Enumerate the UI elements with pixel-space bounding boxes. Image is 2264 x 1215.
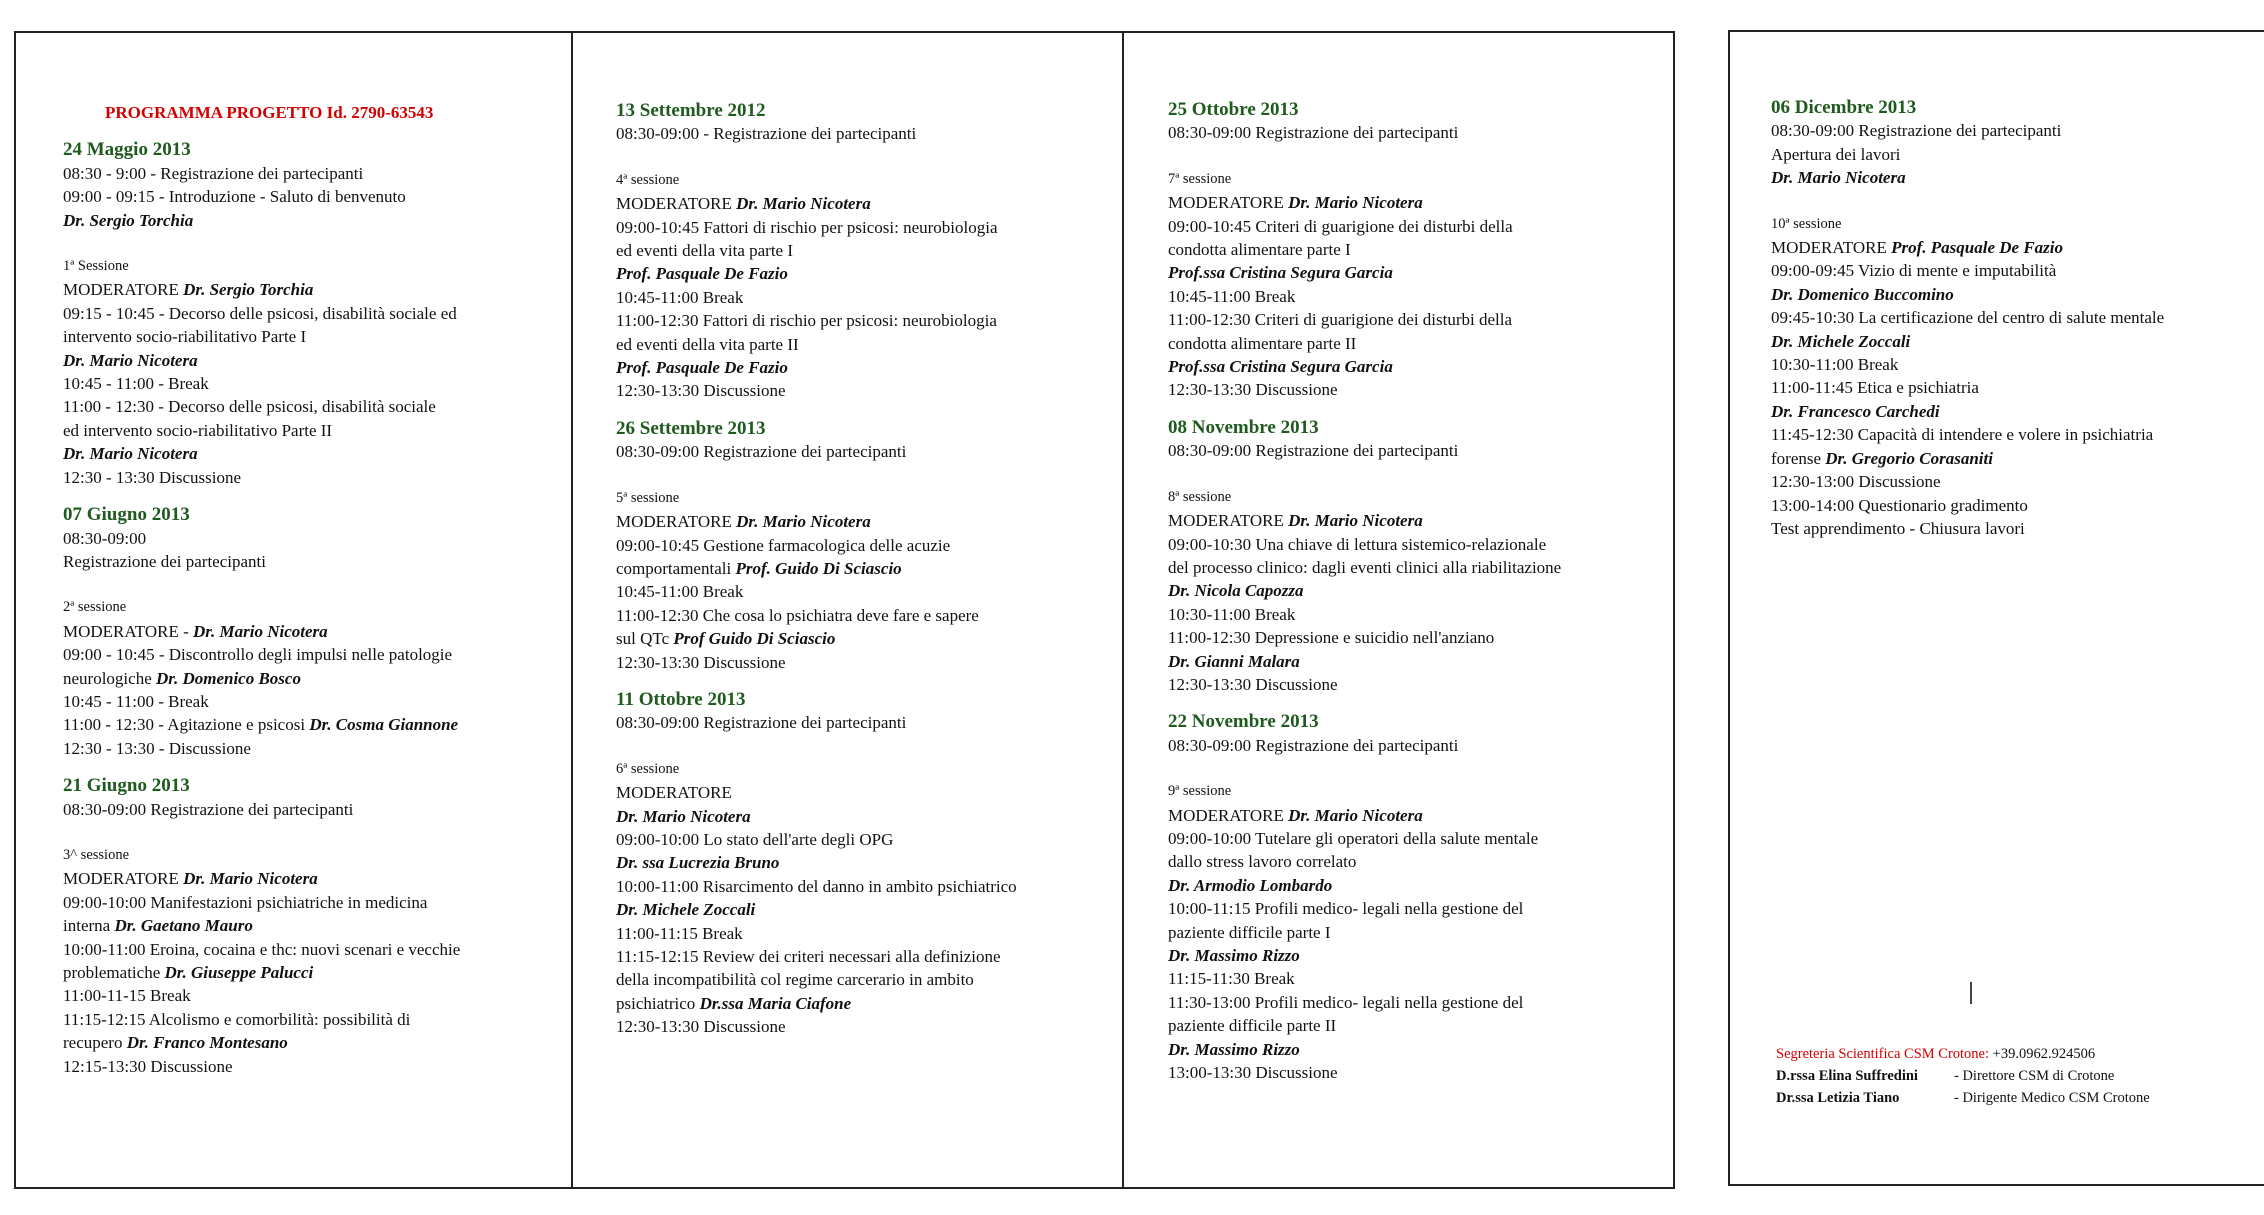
text-line: 10:45-11:00 Break [1168,286,1296,306]
text-line: 12:30-13:30 Discussione [616,1017,786,1037]
speaker: Dr. Mario Nicotera [63,350,198,370]
date-heading: 22 Novembre 2013 [1168,711,1319,733]
session-label: 9ª sessione [1168,783,1232,800]
session-label: 2ª sessione [63,599,127,616]
text-line: 09:00-10:45 Gestione farmacologica delle acuzie [616,535,951,555]
text-line: Apertura dei lavori [1771,144,1901,164]
text-line: 10:45 - 11:00 - Break [63,374,209,394]
text-line: del processo clinico: dagli eventi clinici alla riabilitazione [1168,557,1562,577]
moderator-line: MODERATORE Dr. Mario Nicotera [616,512,871,532]
text-line: 12:30-13:30 Discussione [1168,674,1338,694]
text-line: comportamentali Prof. Guido Di Sciascio [616,558,902,578]
column-3 [1168,98,1561,1084]
speaker: Dr. Massimo Rizzo [1168,1039,1300,1059]
text-line: 08:30-09:00 Registrazione dei partecipanti [63,799,354,819]
moderator-line: MODERATORE Dr. Mario Nicotera [1168,193,1423,213]
speaker: Dr. Massimo Rizzo [1168,946,1300,965]
speaker: Dr. Mario Nicotera [616,806,751,826]
text-line: 08:30-09:00 Registrazione dei partecipanti [1168,123,1459,143]
date-heading: 25 Ottobre 2013 [1168,99,1299,120]
text-line: 11:00-11-15 Break [63,986,191,1006]
text-line: 12:30-13:00 Discussione [1771,472,1941,492]
text-line: 08:30-09:00 Registrazione dei partecipanti [1168,441,1459,461]
speaker: Dr. Domenico Buccomino [1771,284,1954,304]
text-line: 11:45-12:30 Capacità di intendere e volere in psichiatria [1771,425,2154,445]
session-label: 1ª Sessione [63,258,129,275]
contact-row: D.rssa Elina Suffredini - Direttore CSM di Crotone [1776,1068,2115,1084]
text-line: 11:15-12:15 Review dei criteri necessari alla definizione [616,947,1001,966]
text-line: 09:00-10:00 Lo stato dell'arte degli OPG [616,829,894,849]
text-line: condotta alimentare parte I [1168,240,1351,260]
text-line: 09:00-10:30 Una chiave di lettura sistemico-relazionale [1168,534,1547,554]
moderator-line: MODERATORE Dr. Mario Nicotera [1168,511,1423,531]
text-line: 11:00-12:30 Depressione e suicidio nell'anziano [1168,628,1495,648]
text-line: 10:00-11:15 Profili medico- legali nella gestione del [1168,899,1524,919]
text-line: 09:00-10:45 Criteri di guarigione dei disturbi della [1168,216,1513,236]
text-line: forense Dr. Gregorio Corasaniti [1771,448,1993,468]
text-line: 09:00-10:00 Tutelare gli operatori della salute mentale [1168,828,1539,848]
column-2 [616,99,1017,1039]
text-line: condotta alimentare parte II [1168,333,1357,353]
session-label: 3^ sessione [63,846,130,863]
speaker: Prof. Pasquale De Fazio [616,264,788,284]
text-line: 09:00 - 09:15 - Introduzione - Saluto di benvenuto [63,187,406,207]
date-heading: 13 Settembre 2012 [616,100,766,121]
moderator-line: MODERATORE Dr. Sergio Torchia [63,280,314,300]
text-line: 09:00 - 10:45 - Discontrollo degli impulsi nelle patologie [63,645,453,665]
secretariat-line: Segreteria Scientifica CSM Crotone: +39.0962.924506 [1776,1046,2096,1062]
text-line: neurologiche Dr. Domenico Bosco [63,668,301,688]
stray-mark [1970,982,1972,1004]
text-line: 08:30-09:00 [63,528,147,548]
session-label: 6ª sessione [616,760,680,777]
text-line: Test apprendimento - Chiusura lavori [1771,518,2025,538]
contact-row: Dr.ssa Letizia Tiano - Dirigente Medico CSM Crotone [1776,1090,2150,1106]
text-line: della incompatibilità col regime carcerario in ambito [616,970,974,990]
text-line: 10:45-11:00 Break [616,582,744,602]
text-line: problematiche Dr. Giuseppe Palucci [63,963,314,982]
text-line: 12:15-13:30 Discussione [63,1056,233,1076]
speaker: Dr. Nicola Capozza [1168,581,1304,601]
text-line: 08:30-09:00 Registrazione dei partecipanti [1771,121,2062,141]
text-line: 10:30-11:00 Break [1771,355,1899,375]
text-line: 11:00-11:45 Etica e psichiatria [1771,378,1979,398]
text-line: 12:30 - 13:30 Discussione [63,467,242,487]
text-line: 12:30-13:30 Discussione [616,381,786,401]
moderator-line: MODERATORE [616,783,732,803]
text-line: ed eventi della vita parte I [616,241,793,261]
text-line: 09:15 - 10:45 - Decorso delle psicosi, disabilità sociale ed [63,303,457,323]
session-label: 8ª sessione [1168,488,1232,505]
column-4 [1771,96,2164,540]
text-line: paziente difficile parte II [1168,1016,1337,1036]
program-title: PROGRAMMA PROGETTO Id. 2790-63543 [105,103,434,122]
text-line: 11:00 - 12:30 - Agitazione e psicosi Dr. Cosma Giannone [63,715,459,735]
speaker: Dr. Sergio Torchia [63,210,194,230]
text-line: 08:30-09:00 - Registrazione dei partecipanti [616,124,917,144]
text-line: 08:30-09:00 Registrazione dei partecipanti [1168,735,1459,755]
session-label: 10ª sessione [1771,215,1842,232]
speaker: Prof.ssa Cristina Segura Garcia [1168,263,1393,283]
text-line: 08:30 - 9:00 - Registrazione dei partecipanti [63,163,364,183]
text-line: 09:00-10:45 Fattori di rischio per psicosi: neurobiologia [616,217,998,237]
moderator-line: MODERATORE Dr. Mario Nicotera [63,869,318,889]
text-line: 11:15-12:15 Alcolismo e comorbilità: possibilità di [63,1009,411,1029]
text-line: 11:00-12:30 Fattori di rischio per psicosi: neurobiologia [616,311,997,331]
text-line: interna Dr. Gaetano Mauro [63,916,253,936]
date-heading: 07 Giugno 2013 [63,504,190,526]
text-line: psichiatrico Dr.ssa Maria Ciafone [616,993,852,1013]
speaker: Dr. Michele Zoccali [1771,331,1911,351]
text-line: 13:00-13:30 Discussione [1168,1063,1338,1083]
session-label: 4ª sessione [616,171,680,188]
date-heading: 11 Ottobre 2013 [616,688,746,710]
text-line: ed eventi della vita parte II [616,334,799,354]
session-label: 5ª sessione [616,489,680,506]
text-line: sul QTc Prof Guido Di Sciascio [616,629,836,649]
footer-contacts [1776,1043,2150,1109]
text-line: 13:00-14:00 Questionario gradimento [1771,495,2028,515]
text-line: 11:00-12:30 Criteri di guarigione dei disturbi della [1168,310,1513,330]
text-line: 11:00 - 12:30 - Decorso delle psicosi, disabilità sociale [63,397,436,417]
text-line: recupero Dr. Franco Montesano [63,1033,288,1053]
text-line: 11:30-13:00 Profili medico- legali nella gestione del [1168,992,1524,1012]
text-line: ed intervento socio-riabilitativo Parte II [63,420,333,440]
text-line: 12:30 - 13:30 - Discussione [63,738,251,758]
text-line: 12:30-13:30 Discussione [1168,380,1338,400]
speaker: Dr. Michele Zoccali [616,900,756,920]
moderator-line: MODERATORE - Dr. Mario Nicotera [63,621,328,641]
date-heading: 26 Settembre 2013 [616,417,766,439]
text-line: 11:15-11:30 Break [1168,969,1295,989]
speaker: Prof.ssa Cristina Segura Garcia [1168,357,1393,377]
moderator-line: MODERATORE Prof. Pasquale De Fazio [1771,238,2064,258]
text-line: dallo stress lavoro correlato [1168,852,1357,872]
moderator-line: MODERATORE Dr. Mario Nicotera [616,194,871,214]
speaker: Dr. ssa Lucrezia Bruno [616,853,780,873]
speaker: Dr. Armodio Lombardo [1168,875,1333,895]
text-line: 10:30-11:00 Break [1168,604,1296,624]
text-line: 08:30-09:00 Registrazione dei partecipanti [616,442,907,462]
speaker: Dr. Mario Nicotera [1771,168,1906,188]
text-line: 10:45-11:00 Break [616,287,744,307]
speaker: Prof. Pasquale De Fazio [616,358,788,378]
moderator-line: MODERATORE Dr. Mario Nicotera [1168,805,1423,825]
text-line: 12:30-13:30 Discussione [616,652,786,672]
text-line: Registrazione dei partecipanti [63,551,266,571]
text-line: paziente difficile parte I [1168,922,1331,942]
text-line: 08:30-09:00 Registrazione dei partecipanti [616,713,907,733]
text-line: 11:00-12:30 Che cosa lo psichiatra deve fare e sapere [616,605,979,625]
date-heading: 24 Maggio 2013 [63,139,191,161]
date-heading: 21 Giugno 2013 [63,775,190,797]
text-line: 10:45 - 11:00 - Break [63,691,209,711]
text-line: 11:00-11:15 Break [616,923,743,943]
speaker: Dr. Francesco Carchedi [1771,401,1940,421]
text-line: 10:00-11:00 Eroina, cocaina e thc: nuovi scenari e vecchie [63,939,461,959]
date-heading: 06 Dicembre 2013 [1771,97,1917,118]
text-line: 09:45-10:30 La certificazione del centro di salute mentale [1771,308,2165,328]
speaker: Dr. Mario Nicotera [63,444,198,464]
text-line: intervento socio-riabilitativo Parte I [63,327,307,347]
speaker: Dr. Gianni Malara [1168,651,1300,671]
text-line: 09:00-09:45 Vizio di mente e imputabilità [1771,261,2057,281]
column-1 [63,101,460,1078]
text-line: 09:00-10:00 Manifestazioni psichiatriche in medicina [63,892,428,912]
text-line: 10:00-11:00 Risarcimento del danno in ambito psichiatrico [616,876,1017,896]
session-label: 7ª sessione [1168,170,1232,187]
date-heading: 08 Novembre 2013 [1168,416,1319,438]
